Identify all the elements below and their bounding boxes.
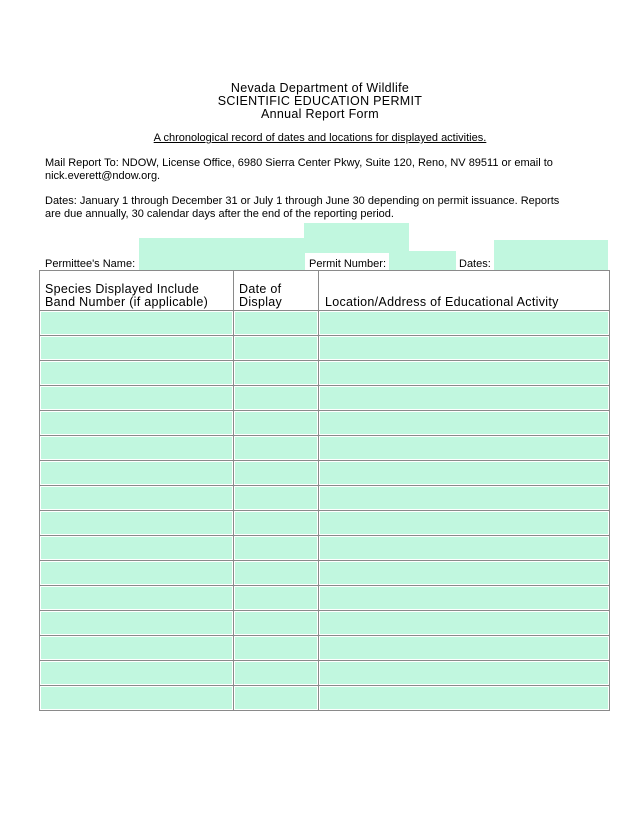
location-cell[interactable] xyxy=(319,561,610,586)
date-cell[interactable] xyxy=(234,386,319,411)
date-cell[interactable] xyxy=(234,486,319,511)
location-cell-input[interactable] xyxy=(320,662,608,684)
date-cell[interactable] xyxy=(234,436,319,461)
species-cell[interactable] xyxy=(40,436,234,461)
location-cell-input[interactable] xyxy=(320,587,608,609)
dates-label: Dates: xyxy=(459,258,491,270)
location-cell-input[interactable] xyxy=(320,437,608,459)
date-cell-input[interactable] xyxy=(235,337,317,359)
location-cell-input[interactable] xyxy=(320,612,608,634)
form-subtitle: A chronological record of dates and locations for displayed activities. xyxy=(153,132,487,144)
table-row xyxy=(40,661,610,686)
activity-log-table xyxy=(39,270,610,711)
agency-title: Nevada Department of Wildlife xyxy=(230,81,410,95)
species-cell[interactable] xyxy=(40,486,234,511)
species-cell[interactable] xyxy=(40,536,234,561)
species-cell-input[interactable] xyxy=(41,462,232,484)
species-cell-input[interactable] xyxy=(41,637,232,659)
location-cell[interactable] xyxy=(319,386,610,411)
table-row xyxy=(40,686,610,711)
table-row xyxy=(40,586,610,611)
date-cell-input[interactable] xyxy=(235,437,317,459)
mail-report-instructions xyxy=(45,157,605,183)
location-cell[interactable] xyxy=(319,536,610,561)
location-cell[interactable] xyxy=(319,686,610,711)
date-cell-input[interactable] xyxy=(235,612,317,634)
location-cell-input[interactable] xyxy=(320,637,608,659)
species-cell-input[interactable] xyxy=(41,512,232,534)
species-cell-input[interactable] xyxy=(41,587,232,609)
table-row xyxy=(40,611,610,636)
date-cell-input[interactable] xyxy=(235,637,317,659)
activity-log-body xyxy=(40,311,610,711)
date-cell[interactable] xyxy=(234,411,319,436)
location-cell-input[interactable] xyxy=(320,512,608,534)
permittee-name-field[interactable] xyxy=(139,238,305,270)
location-cell-input[interactable] xyxy=(320,687,608,709)
date-cell[interactable] xyxy=(234,686,319,711)
date-cell-input[interactable] xyxy=(235,462,317,484)
location-cell[interactable] xyxy=(319,636,610,661)
location-cell[interactable] xyxy=(319,661,610,686)
table-row xyxy=(40,311,610,336)
species-cell-input[interactable] xyxy=(41,537,232,559)
table-row xyxy=(40,636,610,661)
date-cell-input[interactable] xyxy=(235,412,317,434)
species-cell-input[interactable] xyxy=(41,662,232,684)
location-cell[interactable] xyxy=(319,586,610,611)
species-cell-input[interactable] xyxy=(41,612,232,634)
location-cell-input[interactable] xyxy=(320,462,608,484)
location-cell-input[interactable] xyxy=(320,487,608,509)
species-cell-input[interactable] xyxy=(41,362,232,384)
species-cell-input[interactable] xyxy=(41,562,232,584)
date-cell[interactable] xyxy=(234,361,319,386)
column-header-location: Location/Address of Educational Activity xyxy=(319,271,610,311)
species-cell[interactable] xyxy=(40,586,234,611)
date-cell-input[interactable] xyxy=(235,387,317,409)
location-cell-input[interactable] xyxy=(320,387,608,409)
table-header-row xyxy=(40,271,610,311)
species-cell[interactable] xyxy=(40,386,234,411)
location-cell[interactable] xyxy=(319,411,610,436)
date-cell-input[interactable] xyxy=(235,362,317,384)
table-row xyxy=(40,336,610,361)
date-cell-input[interactable] xyxy=(235,562,317,584)
dates-line2: are due annually, 30 calendar days after the end of the reporting period. xyxy=(45,208,394,220)
permittee-name-label: Permittee's Name: xyxy=(45,258,136,270)
species-cell-input[interactable] xyxy=(41,412,232,434)
column-header-date: Date of Display xyxy=(234,271,319,311)
date-cell-input[interactable] xyxy=(235,537,317,559)
permit-number-field-upper[interactable] xyxy=(304,223,409,253)
mail-report-line1: Mail Report To: NDOW, License Office, 6980 Sierra Center Pkwy, Suite 120, Reno, NV 89511 or email to xyxy=(45,157,553,169)
table-row xyxy=(40,411,610,436)
date-cell[interactable] xyxy=(234,661,319,686)
date-cell[interactable] xyxy=(234,461,319,486)
species-cell[interactable] xyxy=(40,636,234,661)
date-cell-input[interactable] xyxy=(235,587,317,609)
column-header-species: Species Displayed Include Band Number (if applicable) xyxy=(40,271,234,311)
date-cell[interactable] xyxy=(234,311,319,336)
date-cell-input[interactable] xyxy=(235,487,317,509)
table-row xyxy=(40,436,610,461)
location-cell-input[interactable] xyxy=(320,337,608,359)
location-cell-input[interactable] xyxy=(320,562,608,584)
location-cell-input[interactable] xyxy=(320,362,608,384)
form-title: Annual Report Form xyxy=(261,107,379,121)
location-cell[interactable] xyxy=(319,461,610,486)
species-cell[interactable] xyxy=(40,661,234,686)
species-cell-input[interactable] xyxy=(41,687,232,709)
species-cell[interactable] xyxy=(40,311,234,336)
species-cell[interactable] xyxy=(40,361,234,386)
location-cell[interactable] xyxy=(319,361,610,386)
location-cell[interactable] xyxy=(319,436,610,461)
species-cell[interactable] xyxy=(40,411,234,436)
date-cell[interactable] xyxy=(234,586,319,611)
species-cell[interactable] xyxy=(40,686,234,711)
species-cell[interactable] xyxy=(40,561,234,586)
dates-instructions xyxy=(45,195,605,221)
date-cell[interactable] xyxy=(234,611,319,636)
location-cell[interactable] xyxy=(319,336,610,361)
location-cell-input[interactable] xyxy=(320,312,608,334)
dates-field[interactable] xyxy=(494,240,608,270)
species-cell-input[interactable] xyxy=(41,337,232,359)
species-cell[interactable] xyxy=(40,461,234,486)
date-cell-input[interactable] xyxy=(235,512,317,534)
location-cell-input[interactable] xyxy=(320,537,608,559)
date-cell-input[interactable] xyxy=(235,687,317,709)
table-row xyxy=(40,361,610,386)
table-row xyxy=(40,461,610,486)
date-cell[interactable] xyxy=(234,561,319,586)
table-row xyxy=(40,386,610,411)
table-row xyxy=(40,511,610,536)
species-cell-input[interactable] xyxy=(41,312,232,334)
location-cell[interactable] xyxy=(319,511,610,536)
mail-report-line2: nick.everett@ndow.org. xyxy=(45,170,161,182)
permit-number-field[interactable] xyxy=(389,251,456,270)
table-row xyxy=(40,486,610,511)
location-cell[interactable] xyxy=(319,611,610,636)
permit-number-label: Permit Number: xyxy=(309,258,387,270)
table-row xyxy=(40,561,610,586)
species-cell-input[interactable] xyxy=(41,437,232,459)
date-cell[interactable] xyxy=(234,336,319,361)
species-cell-input[interactable] xyxy=(41,387,232,409)
location-cell[interactable] xyxy=(319,311,610,336)
species-cell-input[interactable] xyxy=(41,487,232,509)
date-cell-input[interactable] xyxy=(235,312,317,334)
date-cell-input[interactable] xyxy=(235,662,317,684)
location-cell[interactable] xyxy=(319,486,610,511)
table-row xyxy=(40,536,610,561)
date-cell[interactable] xyxy=(234,536,319,561)
species-cell[interactable] xyxy=(40,511,234,536)
dates-line1: Dates: January 1 through December 31 or July 1 through June 30 depending on permit issuance. Reports xyxy=(45,195,560,207)
permit-title: SCIENTIFIC EDUCATION PERMIT xyxy=(217,94,423,108)
location-cell-input[interactable] xyxy=(320,412,608,434)
species-cell[interactable] xyxy=(40,336,234,361)
date-cell[interactable] xyxy=(234,511,319,536)
date-cell[interactable] xyxy=(234,636,319,661)
form-header xyxy=(0,82,640,121)
species-cell[interactable] xyxy=(40,611,234,636)
